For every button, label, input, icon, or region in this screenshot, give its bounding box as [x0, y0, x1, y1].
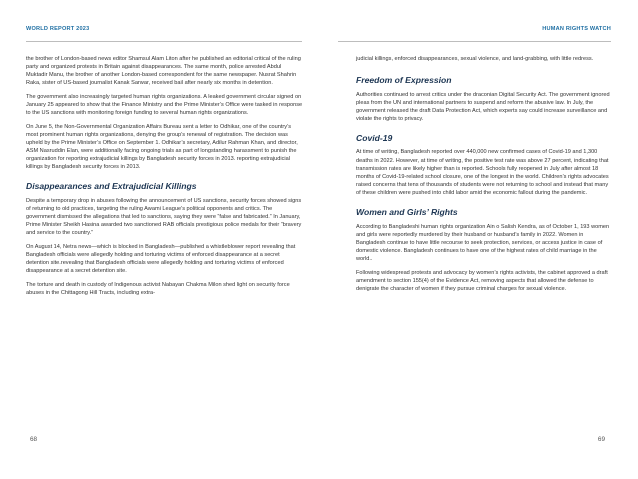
paragraph: At time of writing, Bangladesh reported over 440,000 new confirmed cases of Covid-19 and 1,300 deaths in 2022. However, at time of writing, the positive test rate was above 27 percent, indicating that transmission rates are likely higher than is reported. Schools fully reopened in July after almost 18 months of Covid-19-related school closure, one of the longest in the world. Children’s rights advocates raised concerns that tens of thousands of students were not returning to school and instead that many of these children were pushed into child labor amid the economic fallout during the pandemic. [356, 149, 609, 196]
page-number-right: 69 [597, 436, 605, 443]
paragraph: Authorities continued to arrest critics under the draconian Digital Security Act. The government ignored pleas from the UN and international partners to suspend and reform the abusive law. In July, the government released the draft Data Protection Act, which experts say could increase surveillance and violate the rights to privacy. [356, 91, 610, 122]
page-number-left: 68 [30, 436, 38, 443]
left-page-body [26, 55, 303, 302]
paragraph: On June 5, the Non-Governmental Organization Affairs Bureau sent a letter to Odhikar, one of the country’s most prominent human rights organizations, denying the group’s renewal of registration. The decision was upheld by the Prime Minister’s Office on September 1. Odhikar’s secretary, Adilur Rahman Khan, and director, ASM Nasruddin Elan, were additionally facing ongoing trials as part of longstanding harassment to punish the organization for reporting extrajudicial killings by Bangladesh security forces in 2013. reporting extrajudicial killings by Bangladesh security forces in 2013. [26, 123, 298, 171]
header-rule-right [338, 41, 611, 42]
paragraph: judicial killings, enforced disappearances, sexual violence, and land-grabbing, with little redress. [356, 56, 594, 62]
section-heading-women-and-girls: Women and Girls’ Rights [356, 207, 458, 218]
header-rule-left [26, 41, 302, 42]
paragraph: According to Bangladeshi human rights organization Ain o Salish Kendra, as of October 1, 193 women and girls were reportedly murdered by their husband or husband’s family in 2022. Women in Bangladesh continue to have little recourse to seek protection, services, or access justice in case of domestic violence. Bangladesh continues to have one of the highest rates of child marriage in the world.. [356, 223, 610, 262]
paragraph: the brother of London-based news editor Shamsul Alam Liton after he published an editorial critical of the ruling party and organized protests in Britain against disappearances. The same month, police arrested Abdul Muktadir Manu, the brother of another London-based correspondent for the same newspaper. Nusrat Shahrin Raka, sister of US-based journalist Kanak Sarwar, received bail after nearly six months in detention. [26, 56, 301, 87]
running-head-left: WORLD REPORT 2023 [26, 26, 90, 32]
paragraph: The government also increasingly targeted human rights organizations. A leaked government circular signed on January 25 appeared to show that the Finance Ministry and the Prime Minister’s Office were tasked in response to the US sanctions with monitoring foreign funding to several human rights organizations. [26, 93, 303, 117]
paragraph: The torture and death in custody of Indigenous activist Nabayan Chakma Milon shed light on security force abuses in the Chittagong Hill Tracts, including extra- [26, 281, 290, 296]
running-head-right: HUMAN RIGHTS WATCH [542, 26, 611, 32]
paragraph: Following widespread protests and advocacy by women’s rights activists, the cabinet approved a draft amendment to section 155(4) of the Evidence Act, removing aspects that allowed the defense to denigrate the character of women if they pursue criminal charges for sexual violence. [356, 269, 608, 292]
section-heading-disappearances: Disappearances and Extrajudicial Killings [26, 181, 197, 192]
right-page-body [356, 55, 611, 298]
right-page [319, 0, 638, 479]
paragraph: Despite a temporary drop in abuses following the announcement of US sanctions, security forces showed signs of returning to old practices, targeting the ruling Awami League’s political opponents and critics. The government dismissed the allegations that led to sanctions, saying they were “false and fabricated.” In January, Prime Minister Sheikh Hasina awarded two sanctioned RAB officials prestigious police medals for their “bravery and service to the country.” [26, 197, 302, 237]
section-heading-covid: Covid-19 [356, 132, 393, 143]
section-heading-freedom-of-expression: Freedom of Expression [356, 75, 452, 86]
paragraph: On August 14, Netra news—which is blocked in Bangladesh—published a whistleblower report revealing that Bangladesh officials were allegedly holding and torturing victims of enforced disappearance at a secret detention site.revealing that Bangladesh officials were allegedly holding and torturing victims of enforced disappearance at a secret detention site. [26, 243, 296, 274]
